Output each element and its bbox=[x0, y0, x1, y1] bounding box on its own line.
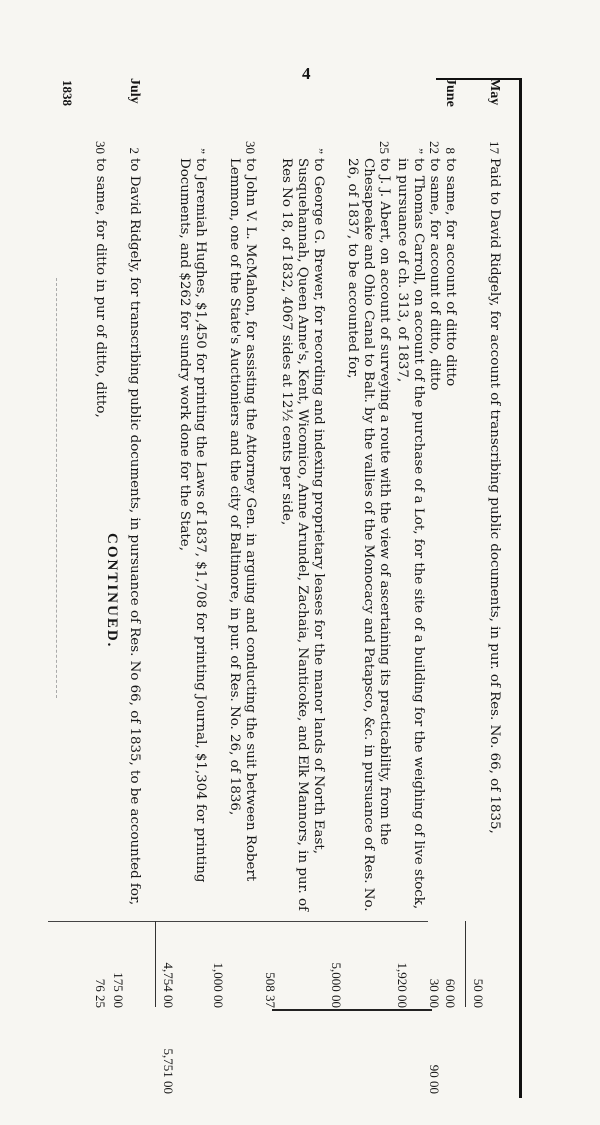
entry-day: ” bbox=[411, 148, 426, 154]
subtotal-rule bbox=[465, 921, 466, 1007]
top-border-rule bbox=[519, 78, 522, 1098]
rotated-ledger-page bbox=[57, 78, 522, 1098]
page-number: 4 bbox=[302, 64, 311, 83]
subtotal-rule bbox=[155, 921, 156, 1007]
entry-description: to Thomas Carroll, on account of the purchase of a Lot, for the site of a building for the weighing of live stock, in pursuance of ch. 313, of 1837, bbox=[395, 158, 426, 910]
entry-description: to same, for account of ditto, ditto bbox=[427, 158, 442, 391]
year-label: 1838 bbox=[60, 80, 75, 106]
entry-description: to John V. L. McMahon, for assisting the Attorney Gen. in arguing and conducting the suit between Robert Lemmon, one of the State's Auctioniers and the city of Baltimore, in pur. of Res. No. 26, of 1836, bbox=[227, 158, 258, 882]
page-heading: CONTINUED. bbox=[104, 533, 120, 649]
entry-day: 8 bbox=[443, 147, 458, 154]
entry-amount: 508 37 bbox=[263, 972, 278, 1008]
entry-day: 30 bbox=[93, 141, 108, 154]
amount-column-divider bbox=[48, 921, 428, 922]
entry-day: ” bbox=[193, 148, 208, 154]
entry-amount: 1,000 00 bbox=[211, 962, 226, 1008]
entry-month: June bbox=[443, 78, 458, 107]
entry-day: 30 bbox=[243, 141, 258, 154]
entry-amount: 4,754 00 bbox=[161, 962, 176, 1008]
entry-total: 90 00 bbox=[427, 1064, 442, 1094]
entry-description: Paid to David Ridgely, for account of transcribing public documents, in pur. of Res. No. 66, of 1835, bbox=[487, 158, 502, 834]
entry-amount: 1,920 00 bbox=[395, 962, 410, 1008]
entry-day: 17 bbox=[487, 141, 502, 154]
bottom-dashed-rule bbox=[56, 278, 57, 698]
total-column-divider bbox=[272, 1009, 432, 1011]
entry-description: to J. J. Abert, on account of surveying a route with the view of ascertaining its practicability, from the Chesapeake and Ohio Canal to Balt. by the vallies of the Monocacy and Patapsco, &c. in pursuance of Res. No. 26, of 1837, to be accounted for, bbox=[345, 158, 392, 912]
entry-month: July bbox=[127, 78, 142, 104]
entry-description: to same, for account of ditto ditto bbox=[443, 158, 458, 387]
entry-day: 25 bbox=[377, 141, 392, 154]
entry-day: 2 bbox=[127, 147, 142, 154]
entry-description: to David Ridgely, for transcribing public documents, in pursuance of Res. No 66, of 1835, to be accounted for, bbox=[127, 158, 142, 906]
entry-description: to George G. Brewer, for recording and indexing proprietary leases for the manor lands of North East, Susquehannah, Queen Anne's, Kent, Wicomico, Anne Arundel, Zachaia, Nanticoke, and Elk Mannors, in pur. of Res No 18, of 1832, 4067 sides at 12½ cents per side, bbox=[279, 158, 326, 911]
entry-total: 5,751 00 bbox=[161, 1048, 176, 1094]
entry-description: to same, for ditto in pur of ditto, ditto, bbox=[93, 158, 108, 418]
entry-amount: 30 00 bbox=[427, 978, 442, 1008]
entry-amount: 5,000 00 bbox=[329, 962, 344, 1008]
entry-month: May bbox=[487, 78, 502, 106]
entry-description: to Jeremiah Hughes, $1,450 for printing the Laws of 1837, $1,708 for printing Journal, $1,304 for printing Documents, and $262 for sundry work done for the State, bbox=[177, 158, 208, 883]
entry-day: 22 bbox=[427, 141, 442, 154]
entry-amount: 60 00 bbox=[443, 978, 458, 1008]
entry-amount: 50 00 bbox=[471, 978, 486, 1008]
entry-amount: 175 00 bbox=[111, 972, 126, 1008]
entry-day: ” bbox=[311, 148, 326, 154]
entry-amount: 76 25 bbox=[93, 978, 108, 1008]
